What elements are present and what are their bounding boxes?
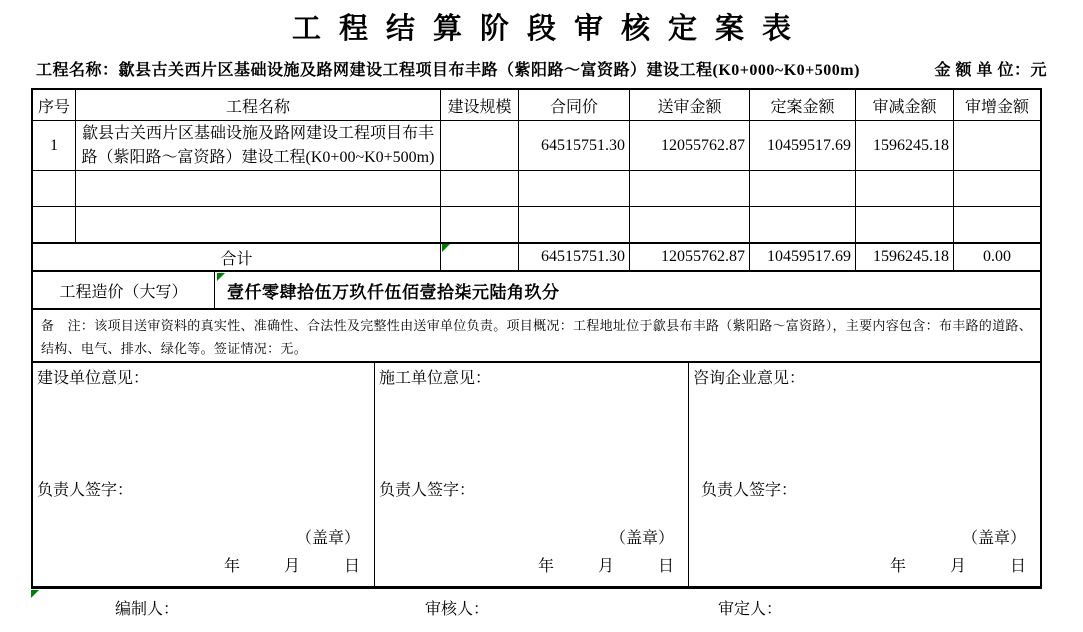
approver-label: 审定人： bbox=[718, 601, 783, 618]
owner-month-label: 月 bbox=[283, 558, 300, 575]
consultant-opinion-title: 咨询企业意见： bbox=[693, 370, 806, 387]
contractor-day-label: 日 bbox=[657, 558, 674, 575]
amount-in-words-label: 工程造价（大写） bbox=[33, 272, 215, 308]
col-header-reduced-amount: 审减金额 bbox=[856, 90, 954, 121]
row2-seq-empty bbox=[33, 171, 76, 207]
row1-increased-amount bbox=[954, 121, 1040, 171]
project-name-label: 工程名称：歙县古关西片区基础设施及路网建设工程项目布丰路（紫阳路～富资路）建设工程(K0+000~K0+500m) bbox=[36, 62, 860, 79]
consultant-month-label: 月 bbox=[949, 558, 966, 575]
owner-sign-label: 负责人签字： bbox=[37, 482, 134, 499]
col-header-contract-price: 合同价 bbox=[519, 90, 630, 121]
owner-opinion-box bbox=[33, 363, 375, 586]
consultant-day-label: 日 bbox=[1009, 558, 1026, 575]
col-header-submitted-amount: 送审金额 bbox=[630, 90, 750, 121]
remark-note: 备 注：该项目送审资料的真实性、准确性、合法性及完整性由送审单位负责。项目概况：工程地址位于歙县布丰路（紫阳路～富资路），主要内容包含：布丰路的道路、结构、电气、排水、绿化等。签证情况：无。 bbox=[33, 310, 1040, 362]
col-header-approved-amount: 定案金额 bbox=[750, 90, 856, 121]
total-row-label: 合计 bbox=[33, 243, 441, 272]
owner-date-line bbox=[33, 553, 374, 576]
consultant-opinion-box bbox=[689, 363, 1040, 586]
contractor-opinion-box bbox=[375, 363, 689, 586]
row3-submitted-empty bbox=[630, 207, 750, 243]
page-title: 工程结算阶段审核定案表 bbox=[291, 13, 809, 45]
row2-increased-empty bbox=[954, 171, 1040, 207]
preparer-label: 编制人： bbox=[115, 601, 180, 618]
settlement-table bbox=[31, 88, 1042, 589]
owner-opinion-title: 建设单位意见： bbox=[37, 370, 150, 387]
col-header-project-name: 工程名称 bbox=[76, 90, 441, 121]
opinion-boxes bbox=[33, 362, 1040, 586]
amount-in-words-value: 壹仟零肆拾伍万玖仟伍佰壹拾柒元陆角玖分 bbox=[227, 282, 560, 302]
contractor-year-label: 年 bbox=[537, 558, 554, 575]
owner-seal-label: （盖章） bbox=[295, 530, 360, 547]
total-submitted-amount: 12055762.87 bbox=[630, 243, 750, 272]
col-header-seq: 序号 bbox=[33, 90, 76, 121]
consultant-seal-label: （盖章） bbox=[961, 530, 1026, 547]
cell-flag-triangle-icon bbox=[217, 273, 225, 281]
row2-scale-empty bbox=[441, 171, 519, 207]
row2-contract-empty bbox=[519, 171, 630, 207]
row2-reduced-empty bbox=[856, 171, 954, 207]
total-reduced-amount: 1596245.18 bbox=[856, 243, 954, 272]
row1-submitted-amount: 12055762.87 bbox=[630, 121, 750, 171]
consultant-date-line bbox=[689, 553, 1040, 576]
contractor-date-line bbox=[375, 553, 688, 576]
reviewer-label: 审核人： bbox=[425, 601, 490, 618]
row2-name-empty bbox=[76, 171, 441, 207]
consultant-year-label: 年 bbox=[889, 558, 906, 575]
amount-in-words-row bbox=[33, 272, 1040, 310]
col-header-increased-amount: 审增金额 bbox=[954, 90, 1040, 121]
row3-seq-empty bbox=[33, 207, 76, 243]
total-approved-amount: 10459517.69 bbox=[750, 243, 856, 272]
info-line bbox=[36, 57, 1047, 80]
total-scale bbox=[441, 243, 519, 272]
contractor-sign-label: 负责人签字： bbox=[379, 482, 476, 499]
row2-submitted-empty bbox=[630, 171, 750, 207]
col-header-scale: 建设规模 bbox=[441, 90, 519, 121]
row1-project-name: 歙县古关西片区基础设施及路网建设工程项目布丰路（紫阳路～富资路）建设工程(K0+00~K0+500m) bbox=[76, 121, 441, 171]
total-increased-amount: 0.00 bbox=[954, 243, 1040, 272]
contractor-opinion-title: 施工单位意见： bbox=[379, 370, 492, 387]
row3-reduced-empty bbox=[856, 207, 954, 243]
owner-day-label: 日 bbox=[343, 558, 360, 575]
contractor-seal-label: （盖章） bbox=[609, 530, 674, 547]
row2-approved-empty bbox=[750, 171, 856, 207]
row3-scale-empty bbox=[441, 207, 519, 243]
contractor-month-label: 月 bbox=[597, 558, 614, 575]
row3-increased-empty bbox=[954, 207, 1040, 243]
owner-year-label: 年 bbox=[223, 558, 240, 575]
cell-flag-triangle-icon bbox=[442, 244, 450, 252]
row3-contract-empty bbox=[519, 207, 630, 243]
amount-unit-label: 金 额 单 位：元 bbox=[934, 62, 1047, 79]
row1-seq: 1 bbox=[33, 121, 76, 171]
row3-approved-empty bbox=[750, 207, 856, 243]
row1-reduced-amount: 1596245.18 bbox=[856, 121, 954, 171]
row1-approved-amount: 10459517.69 bbox=[750, 121, 856, 171]
main-grid bbox=[33, 90, 1040, 272]
row1-contract-price: 64515751.30 bbox=[519, 121, 630, 171]
cell-flag-triangle-icon bbox=[31, 590, 39, 598]
row3-name-empty bbox=[76, 207, 441, 243]
row1-scale bbox=[441, 121, 519, 171]
consultant-sign-label: 负责人签字： bbox=[701, 482, 798, 499]
total-contract-price: 64515751.30 bbox=[519, 243, 630, 272]
